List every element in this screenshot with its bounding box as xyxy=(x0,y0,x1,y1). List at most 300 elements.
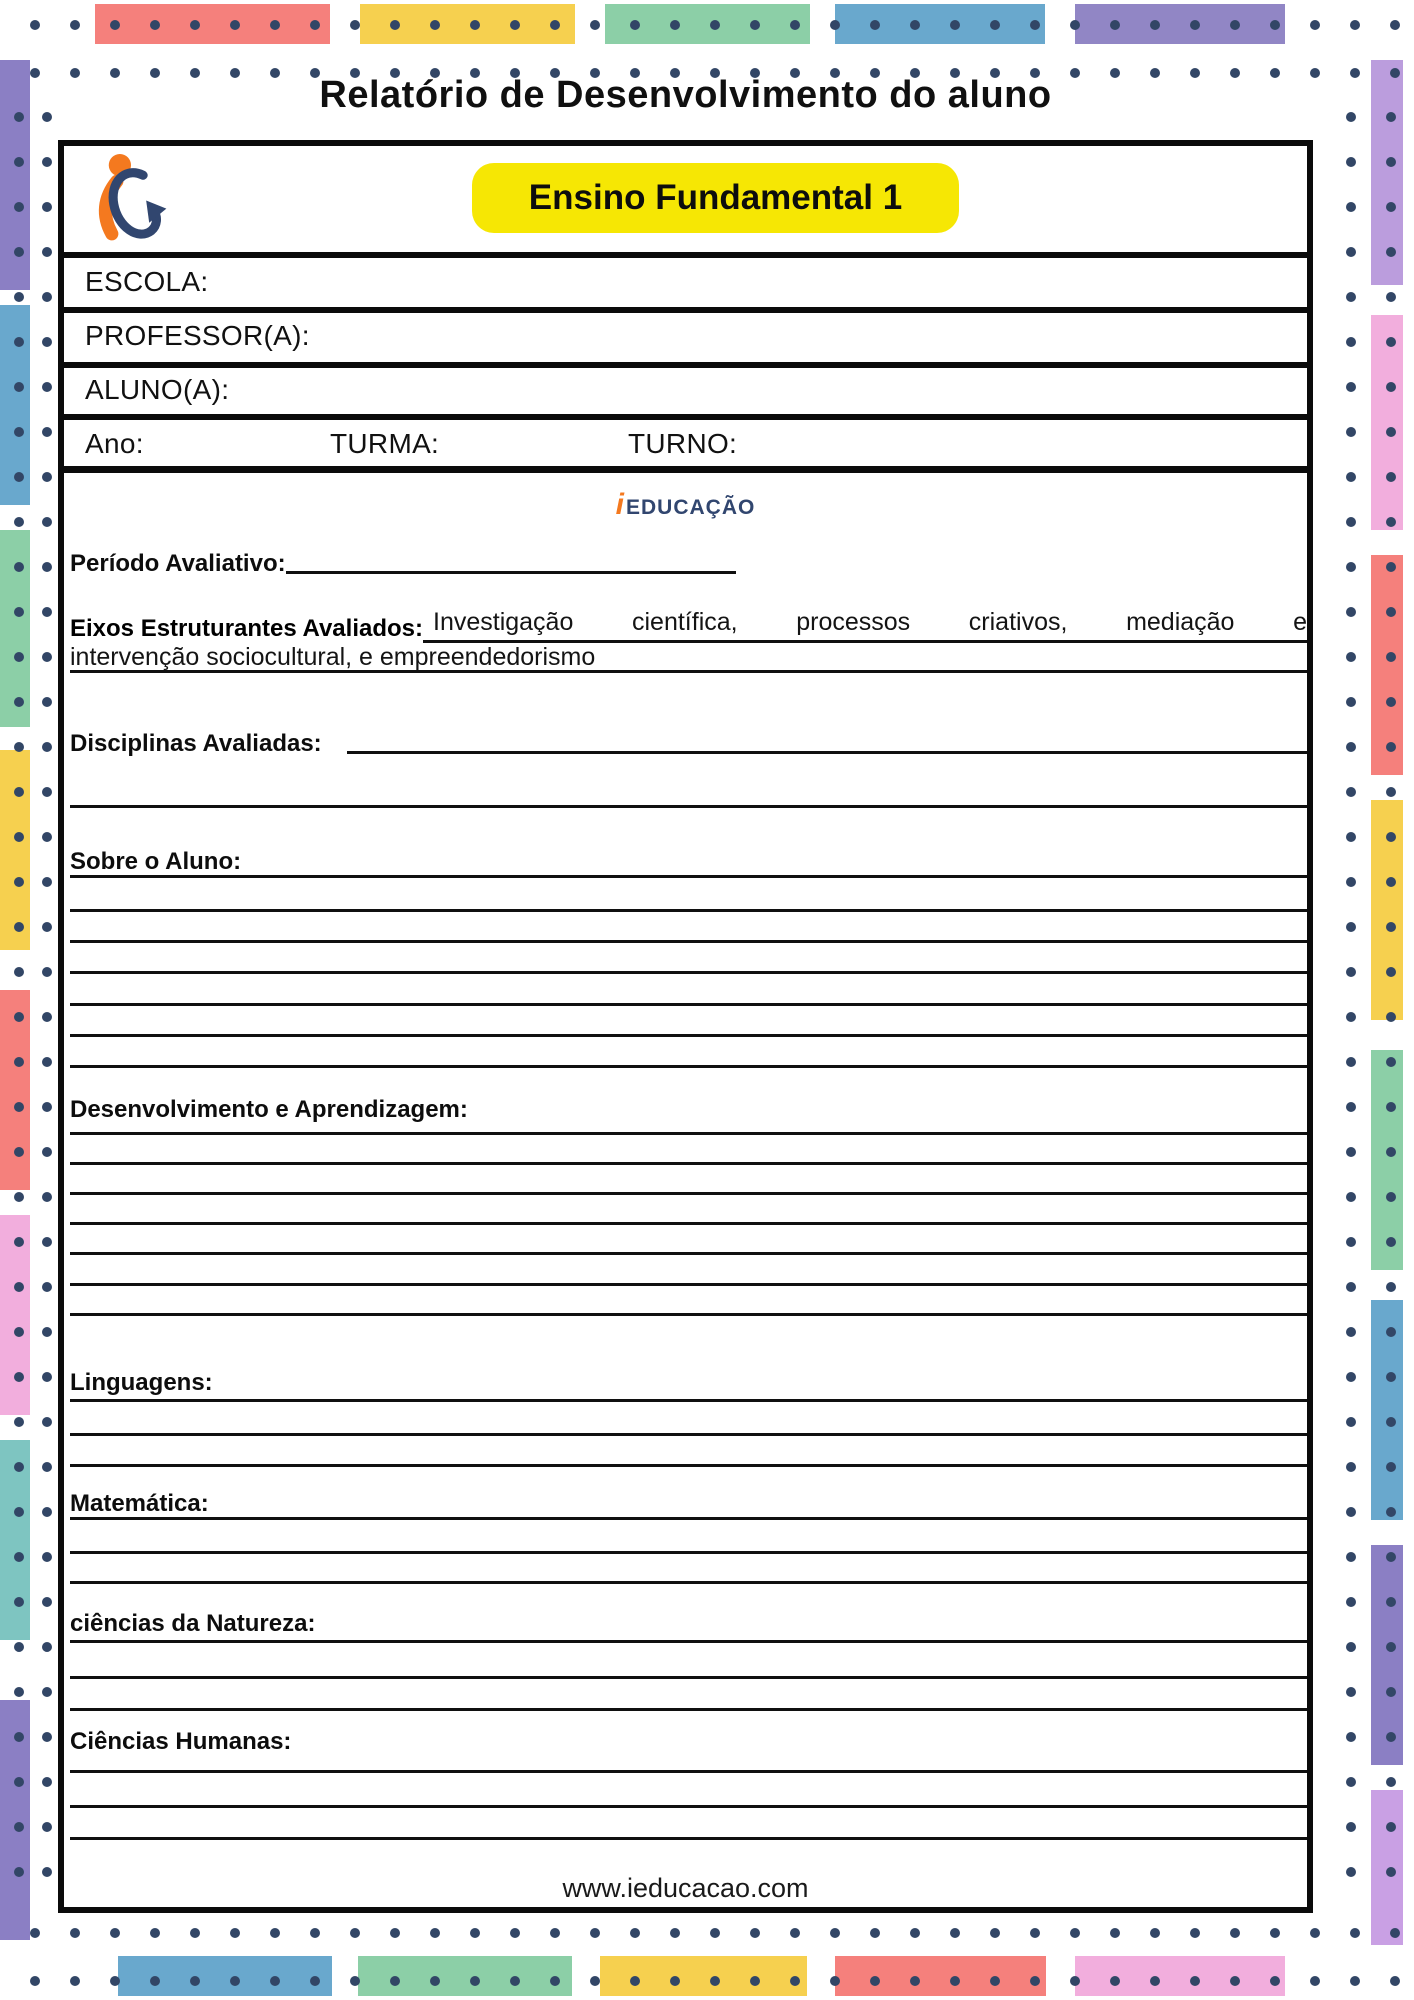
decor-dot xyxy=(1386,1057,1396,1067)
decor-dot xyxy=(990,1976,1000,1986)
decor-dot xyxy=(670,1928,680,1938)
decor-dot xyxy=(1346,1237,1356,1247)
decor-dot xyxy=(14,832,24,842)
decor-dot xyxy=(42,652,52,662)
decor-dot xyxy=(510,1928,520,1938)
ciencias-humanas-label: Ciências Humanas: xyxy=(70,1728,292,1755)
decor-dot xyxy=(1190,1976,1200,1986)
decor-dot xyxy=(1386,697,1396,707)
decor-dot xyxy=(1386,1777,1396,1787)
decor-dot xyxy=(1386,112,1396,122)
fill-line xyxy=(286,571,736,574)
decor-dot xyxy=(42,1417,52,1427)
decor-dot xyxy=(1346,112,1356,122)
decor-dot xyxy=(42,832,52,842)
decor-dot xyxy=(1386,967,1396,977)
decor-dot xyxy=(42,382,52,392)
decor-rect xyxy=(1371,315,1403,530)
divider xyxy=(64,252,1307,258)
decor-dot xyxy=(14,517,24,527)
decor-dot xyxy=(42,517,52,527)
fill-line xyxy=(70,1676,1307,1679)
decor-dot xyxy=(1386,1597,1396,1607)
decor-dot xyxy=(870,1928,880,1938)
decor-dot xyxy=(1386,607,1396,617)
section-eixos-line1 xyxy=(70,608,1307,643)
decor-dot xyxy=(14,1867,24,1877)
decor-rect xyxy=(835,4,1045,44)
divider xyxy=(64,414,1307,420)
decor-dot xyxy=(510,1976,520,1986)
decor-dot xyxy=(910,1928,920,1938)
decor-dot xyxy=(1030,1976,1040,1986)
decor-dot xyxy=(950,1976,960,1986)
decor-dot xyxy=(1386,1687,1396,1697)
decor-dot xyxy=(1346,427,1356,437)
decor-dot xyxy=(1030,1928,1040,1938)
decor-dot xyxy=(1346,1597,1356,1607)
decor-dot xyxy=(1310,20,1320,30)
decor-dot xyxy=(1346,157,1356,167)
decor-dot xyxy=(390,20,400,30)
decor-dot xyxy=(1190,20,1200,30)
decor-dot xyxy=(430,20,440,30)
decor-dot xyxy=(1346,742,1356,752)
decor-dot xyxy=(230,1928,240,1938)
decor-dot xyxy=(1386,382,1396,392)
decor-dot xyxy=(1230,20,1240,30)
decor-dot xyxy=(70,1928,80,1938)
decor-dot xyxy=(350,1928,360,1938)
decor-dot xyxy=(14,652,24,662)
decor-dot xyxy=(1346,1372,1356,1382)
decor-dot xyxy=(14,472,24,482)
decor-dot xyxy=(230,1976,240,1986)
fill-line xyxy=(70,940,1307,943)
decor-dot xyxy=(1350,1928,1360,1938)
decor-dot xyxy=(1346,922,1356,932)
ciencias-natureza-label: ciências da Natureza: xyxy=(70,1610,316,1637)
decor-dot xyxy=(1310,1976,1320,1986)
fill-line xyxy=(70,1034,1307,1037)
decor-dot xyxy=(14,112,24,122)
decor-dot xyxy=(1386,247,1396,257)
decor-dot xyxy=(1390,1976,1400,1986)
decor-dot xyxy=(1346,1822,1356,1832)
decor-dot xyxy=(550,1976,560,1986)
decor-dot xyxy=(1346,517,1356,527)
decor-dot xyxy=(1350,68,1360,78)
decor-dot xyxy=(1310,1928,1320,1938)
decor-dot xyxy=(830,1976,840,1986)
section-periodo xyxy=(70,550,1307,578)
decor-dot xyxy=(710,20,720,30)
decor-dot xyxy=(14,1597,24,1607)
decor-dot xyxy=(910,20,920,30)
form-box xyxy=(58,140,1313,1913)
fill-line xyxy=(70,971,1307,974)
decor-dot xyxy=(1346,1777,1356,1787)
decor-dot xyxy=(1386,1237,1396,1247)
decor-dot xyxy=(1386,337,1396,347)
decor-dot xyxy=(310,20,320,30)
decor-dot xyxy=(42,922,52,932)
fill-line xyxy=(70,1837,1307,1840)
decor-dot xyxy=(1070,20,1080,30)
decor-dot xyxy=(790,1928,800,1938)
decor-dot xyxy=(1346,1057,1356,1067)
decor-dot xyxy=(1346,1102,1356,1112)
ieducacao-wordmark xyxy=(616,488,756,522)
decor-dot xyxy=(550,20,560,30)
decor-dot xyxy=(42,742,52,752)
decor-dot xyxy=(150,20,160,30)
eixos-value-line2: intervenção sociocultural, e empreendedorismo xyxy=(70,643,1307,673)
sobre-label: Sobre o Aluno: xyxy=(70,848,242,875)
decor-dot xyxy=(1110,1928,1120,1938)
decor-dot xyxy=(1386,1102,1396,1112)
decor-dot xyxy=(270,1928,280,1938)
decor-dot xyxy=(1110,1976,1120,1986)
decor-rect xyxy=(358,1956,572,1996)
decor-dot xyxy=(1346,472,1356,482)
page-title: Relatório de Desenvolvimento do aluno xyxy=(319,74,1052,116)
decor-dot xyxy=(14,382,24,392)
section-ciencias-humanas xyxy=(70,1728,1307,1773)
decor-dot xyxy=(42,1327,52,1337)
decor-dot xyxy=(630,1976,640,1986)
decor-dot xyxy=(1386,1462,1396,1472)
decor-dot xyxy=(42,202,52,212)
decor-dot xyxy=(270,1976,280,1986)
decor-dot xyxy=(670,1976,680,1986)
decor-dot xyxy=(1346,1642,1356,1652)
decor-dot xyxy=(230,20,240,30)
decor-dot xyxy=(14,1687,24,1697)
brand-wordmark-text: EDUCAÇÃO xyxy=(626,496,756,519)
decor-dot xyxy=(1386,427,1396,437)
fill-line xyxy=(70,1708,1307,1711)
decor-dot xyxy=(1350,1976,1360,1986)
decor-dot xyxy=(14,427,24,437)
decor-dot xyxy=(1386,202,1396,212)
decor-dot xyxy=(270,20,280,30)
decor-dot xyxy=(42,697,52,707)
decor-dot xyxy=(42,247,52,257)
divider xyxy=(64,307,1307,313)
decor-dot xyxy=(110,1976,120,1986)
eixos-value-line1: Investigação científica, processos criativos, mediação e xyxy=(423,608,1307,643)
fill-line xyxy=(70,1222,1307,1225)
decor-dot xyxy=(1070,1928,1080,1938)
decor-dot xyxy=(1230,1928,1240,1938)
decor-dot xyxy=(150,1928,160,1938)
decor-dot xyxy=(1350,20,1360,30)
fill-line xyxy=(70,1065,1307,1068)
decor-dot xyxy=(1150,1928,1160,1938)
decor-dot xyxy=(830,1928,840,1938)
decor-dot xyxy=(42,1282,52,1292)
decor-dot xyxy=(14,247,24,257)
decor-dot xyxy=(630,1928,640,1938)
section-ciencias-natureza xyxy=(70,1610,1307,1643)
decor-rect xyxy=(1075,1956,1285,1996)
decor-dot xyxy=(42,1012,52,1022)
decor-dot xyxy=(590,1928,600,1938)
decor-dot xyxy=(350,1976,360,1986)
decor-dot xyxy=(190,1976,200,1986)
decor-dot xyxy=(14,1237,24,1247)
decor-dot xyxy=(1386,517,1396,527)
decor-dot xyxy=(1386,742,1396,752)
decor-dot xyxy=(1386,922,1396,932)
decor-dot xyxy=(42,1507,52,1517)
decor-dot xyxy=(1386,157,1396,167)
decor-dot xyxy=(990,1928,1000,1938)
decor-dot xyxy=(590,1976,600,1986)
decor-dot xyxy=(1346,1732,1356,1742)
fill-line xyxy=(70,909,1307,912)
fill-line xyxy=(70,1132,1307,1135)
decor-dot xyxy=(1386,1012,1396,1022)
decor-dot xyxy=(1150,20,1160,30)
fill-line xyxy=(70,1003,1307,1006)
decor-dot xyxy=(510,20,520,30)
decor-dot xyxy=(1230,1976,1240,1986)
decor-dot xyxy=(14,1372,24,1382)
decor-dot xyxy=(14,1057,24,1067)
decor-dot xyxy=(190,1928,200,1938)
decor-rect xyxy=(0,750,30,950)
decor-dot xyxy=(42,1822,52,1832)
decor-dot xyxy=(14,697,24,707)
decor-dot xyxy=(1346,1552,1356,1562)
decor-dot xyxy=(1346,832,1356,842)
decor-dot xyxy=(870,1976,880,1986)
decor-dot xyxy=(1270,20,1280,30)
decor-dot xyxy=(1386,292,1396,302)
fill-line xyxy=(70,1283,1307,1286)
fill-line xyxy=(70,1433,1307,1436)
decor-dot xyxy=(630,20,640,30)
decor-dot xyxy=(1346,1417,1356,1427)
decor-dot xyxy=(14,1732,24,1742)
decor-dot xyxy=(14,562,24,572)
decor-dot xyxy=(14,1327,24,1337)
decor-dot xyxy=(1346,247,1356,257)
decor-dot xyxy=(14,607,24,617)
decor-dot xyxy=(110,1928,120,1938)
decor-dot xyxy=(14,742,24,752)
decor-dot xyxy=(310,1928,320,1938)
decor-dot xyxy=(1346,292,1356,302)
decor-dot xyxy=(30,68,40,78)
field-aluno-label: ALUNO(A): xyxy=(85,374,230,405)
linguagens-label: Linguagens: xyxy=(70,1369,213,1396)
decor-dot xyxy=(310,1976,320,1986)
decor-dot xyxy=(1386,472,1396,482)
decor-dot xyxy=(790,1976,800,1986)
decor-rect xyxy=(118,1956,332,1996)
decor-dot xyxy=(1346,1327,1356,1337)
fill-line xyxy=(70,1252,1307,1255)
decor-dot xyxy=(42,877,52,887)
decor-dot xyxy=(42,787,52,797)
decor-dot xyxy=(1070,1976,1080,1986)
eixos-label: Eixos Estruturantes Avaliados: xyxy=(70,615,423,642)
decor-dot xyxy=(14,967,24,977)
section-sobre xyxy=(70,848,1307,878)
decor-dot xyxy=(42,1192,52,1202)
decor-dot xyxy=(14,1462,24,1472)
decor-dot xyxy=(14,1282,24,1292)
decor-dot xyxy=(14,1102,24,1112)
decor-dot xyxy=(70,1976,80,1986)
decor-dot xyxy=(1386,1507,1396,1517)
divider xyxy=(64,362,1307,368)
decor-dot xyxy=(14,292,24,302)
section-matematica xyxy=(70,1490,1307,1520)
divider xyxy=(64,466,1307,473)
decor-dot xyxy=(42,1732,52,1742)
decor-dot xyxy=(42,112,52,122)
decor-rect xyxy=(835,1956,1046,1996)
decor-dot xyxy=(870,20,880,30)
decor-dot xyxy=(1386,1372,1396,1382)
decor-dot xyxy=(42,292,52,302)
decor-dot xyxy=(14,157,24,167)
decor-dot xyxy=(1386,787,1396,797)
decor-dot xyxy=(42,157,52,167)
decor-dot xyxy=(1386,1867,1396,1877)
decor-dot xyxy=(14,202,24,212)
decor-dot xyxy=(42,1147,52,1157)
decor-dot xyxy=(950,20,960,30)
decor-dot xyxy=(1346,337,1356,347)
decor-dot xyxy=(1270,1928,1280,1938)
decor-dot xyxy=(14,337,24,347)
decor-dot xyxy=(14,1642,24,1652)
decor-dot xyxy=(1390,20,1400,30)
decor-dot xyxy=(42,1597,52,1607)
decor-dot xyxy=(1386,1642,1396,1652)
decor-dot xyxy=(1386,1822,1396,1832)
decor-dot xyxy=(1346,607,1356,617)
decor-dot xyxy=(42,1867,52,1877)
decor-dot xyxy=(1346,697,1356,707)
decor-dot xyxy=(42,1642,52,1652)
decor-dot xyxy=(470,1976,480,1986)
fill-line xyxy=(70,805,1307,808)
decor-dot xyxy=(830,20,840,30)
decor-dot xyxy=(1346,1282,1356,1292)
field-turma-label: TURMA: xyxy=(330,428,440,459)
decor-dot xyxy=(1346,787,1356,797)
periodo-label: Período Avaliativo: xyxy=(70,550,286,577)
decor-dot xyxy=(1346,562,1356,572)
fill-line xyxy=(70,1192,1307,1195)
section-disciplinas xyxy=(70,730,1307,758)
decor-dot xyxy=(1346,877,1356,887)
section-linguagens xyxy=(70,1369,1307,1402)
decor-dot xyxy=(42,607,52,617)
desenvolvimento-label: Desenvolvimento e Aprendizagem: xyxy=(70,1096,468,1123)
decor-dot xyxy=(350,20,360,30)
decor-dot xyxy=(1386,562,1396,572)
decor-rect xyxy=(1075,4,1285,44)
decor-dot xyxy=(1386,1327,1396,1337)
decor-dot xyxy=(1386,1192,1396,1202)
decor-dot xyxy=(1386,1732,1396,1742)
field-escola-label: ESCOLA: xyxy=(85,266,209,297)
decor-dot xyxy=(390,1976,400,1986)
decor-dot xyxy=(470,20,480,30)
field-professor-label: PROFESSOR(A): xyxy=(85,320,310,351)
decor-dot xyxy=(42,1777,52,1787)
decor-dot xyxy=(1346,1507,1356,1517)
fill-line xyxy=(70,1551,1307,1554)
decor-dot xyxy=(1346,1867,1356,1877)
decor-dot xyxy=(750,20,760,30)
field-ano-label: Ano: xyxy=(85,428,144,459)
disciplinas-label: Disciplinas Avaliadas: xyxy=(70,730,322,757)
decor-dot xyxy=(42,967,52,977)
decor-dot xyxy=(1386,877,1396,887)
decor-dot xyxy=(750,1976,760,1986)
decor-dot xyxy=(14,1417,24,1427)
decor-dot xyxy=(70,20,80,30)
decor-dot xyxy=(14,877,24,887)
field-turno-label: TURNO: xyxy=(628,428,738,459)
decor-dot xyxy=(430,1928,440,1938)
decor-dot xyxy=(390,1928,400,1938)
decor-dot xyxy=(1270,1976,1280,1986)
decor-dot xyxy=(550,1928,560,1938)
decor-dot xyxy=(42,1462,52,1472)
decor-dot xyxy=(14,1552,24,1562)
decor-dot xyxy=(1346,652,1356,662)
decor-dot xyxy=(1110,20,1120,30)
decor-dot xyxy=(42,1372,52,1382)
decor-dot xyxy=(1386,1147,1396,1157)
fill-line xyxy=(70,1805,1307,1808)
decor-dot xyxy=(42,427,52,437)
ieducacao-logo-svg xyxy=(90,153,172,249)
decor-dot xyxy=(14,922,24,932)
fill-line xyxy=(70,1464,1307,1467)
decor-dot xyxy=(1346,1687,1356,1697)
decor-dot xyxy=(790,20,800,30)
fill-line xyxy=(70,1162,1307,1165)
decor-dot xyxy=(1150,1976,1160,1986)
decor-dot xyxy=(110,20,120,30)
decor-dot xyxy=(30,1928,40,1938)
level-badge: Ensino Fundamental 1 xyxy=(472,163,959,233)
decor-dot xyxy=(14,1822,24,1832)
decor-dot xyxy=(430,1976,440,1986)
decor-dot xyxy=(14,1777,24,1787)
decor-dot xyxy=(710,1976,720,1986)
decor-dot xyxy=(14,1507,24,1517)
decor-dot xyxy=(1386,1417,1396,1427)
decor-dot xyxy=(14,1147,24,1157)
fill-line xyxy=(347,751,1307,754)
decor-dot xyxy=(1190,1928,1200,1938)
decor-dot xyxy=(1386,1552,1396,1562)
decor-dot xyxy=(14,787,24,797)
decor-dot xyxy=(1346,202,1356,212)
decor-dot xyxy=(1346,1012,1356,1022)
